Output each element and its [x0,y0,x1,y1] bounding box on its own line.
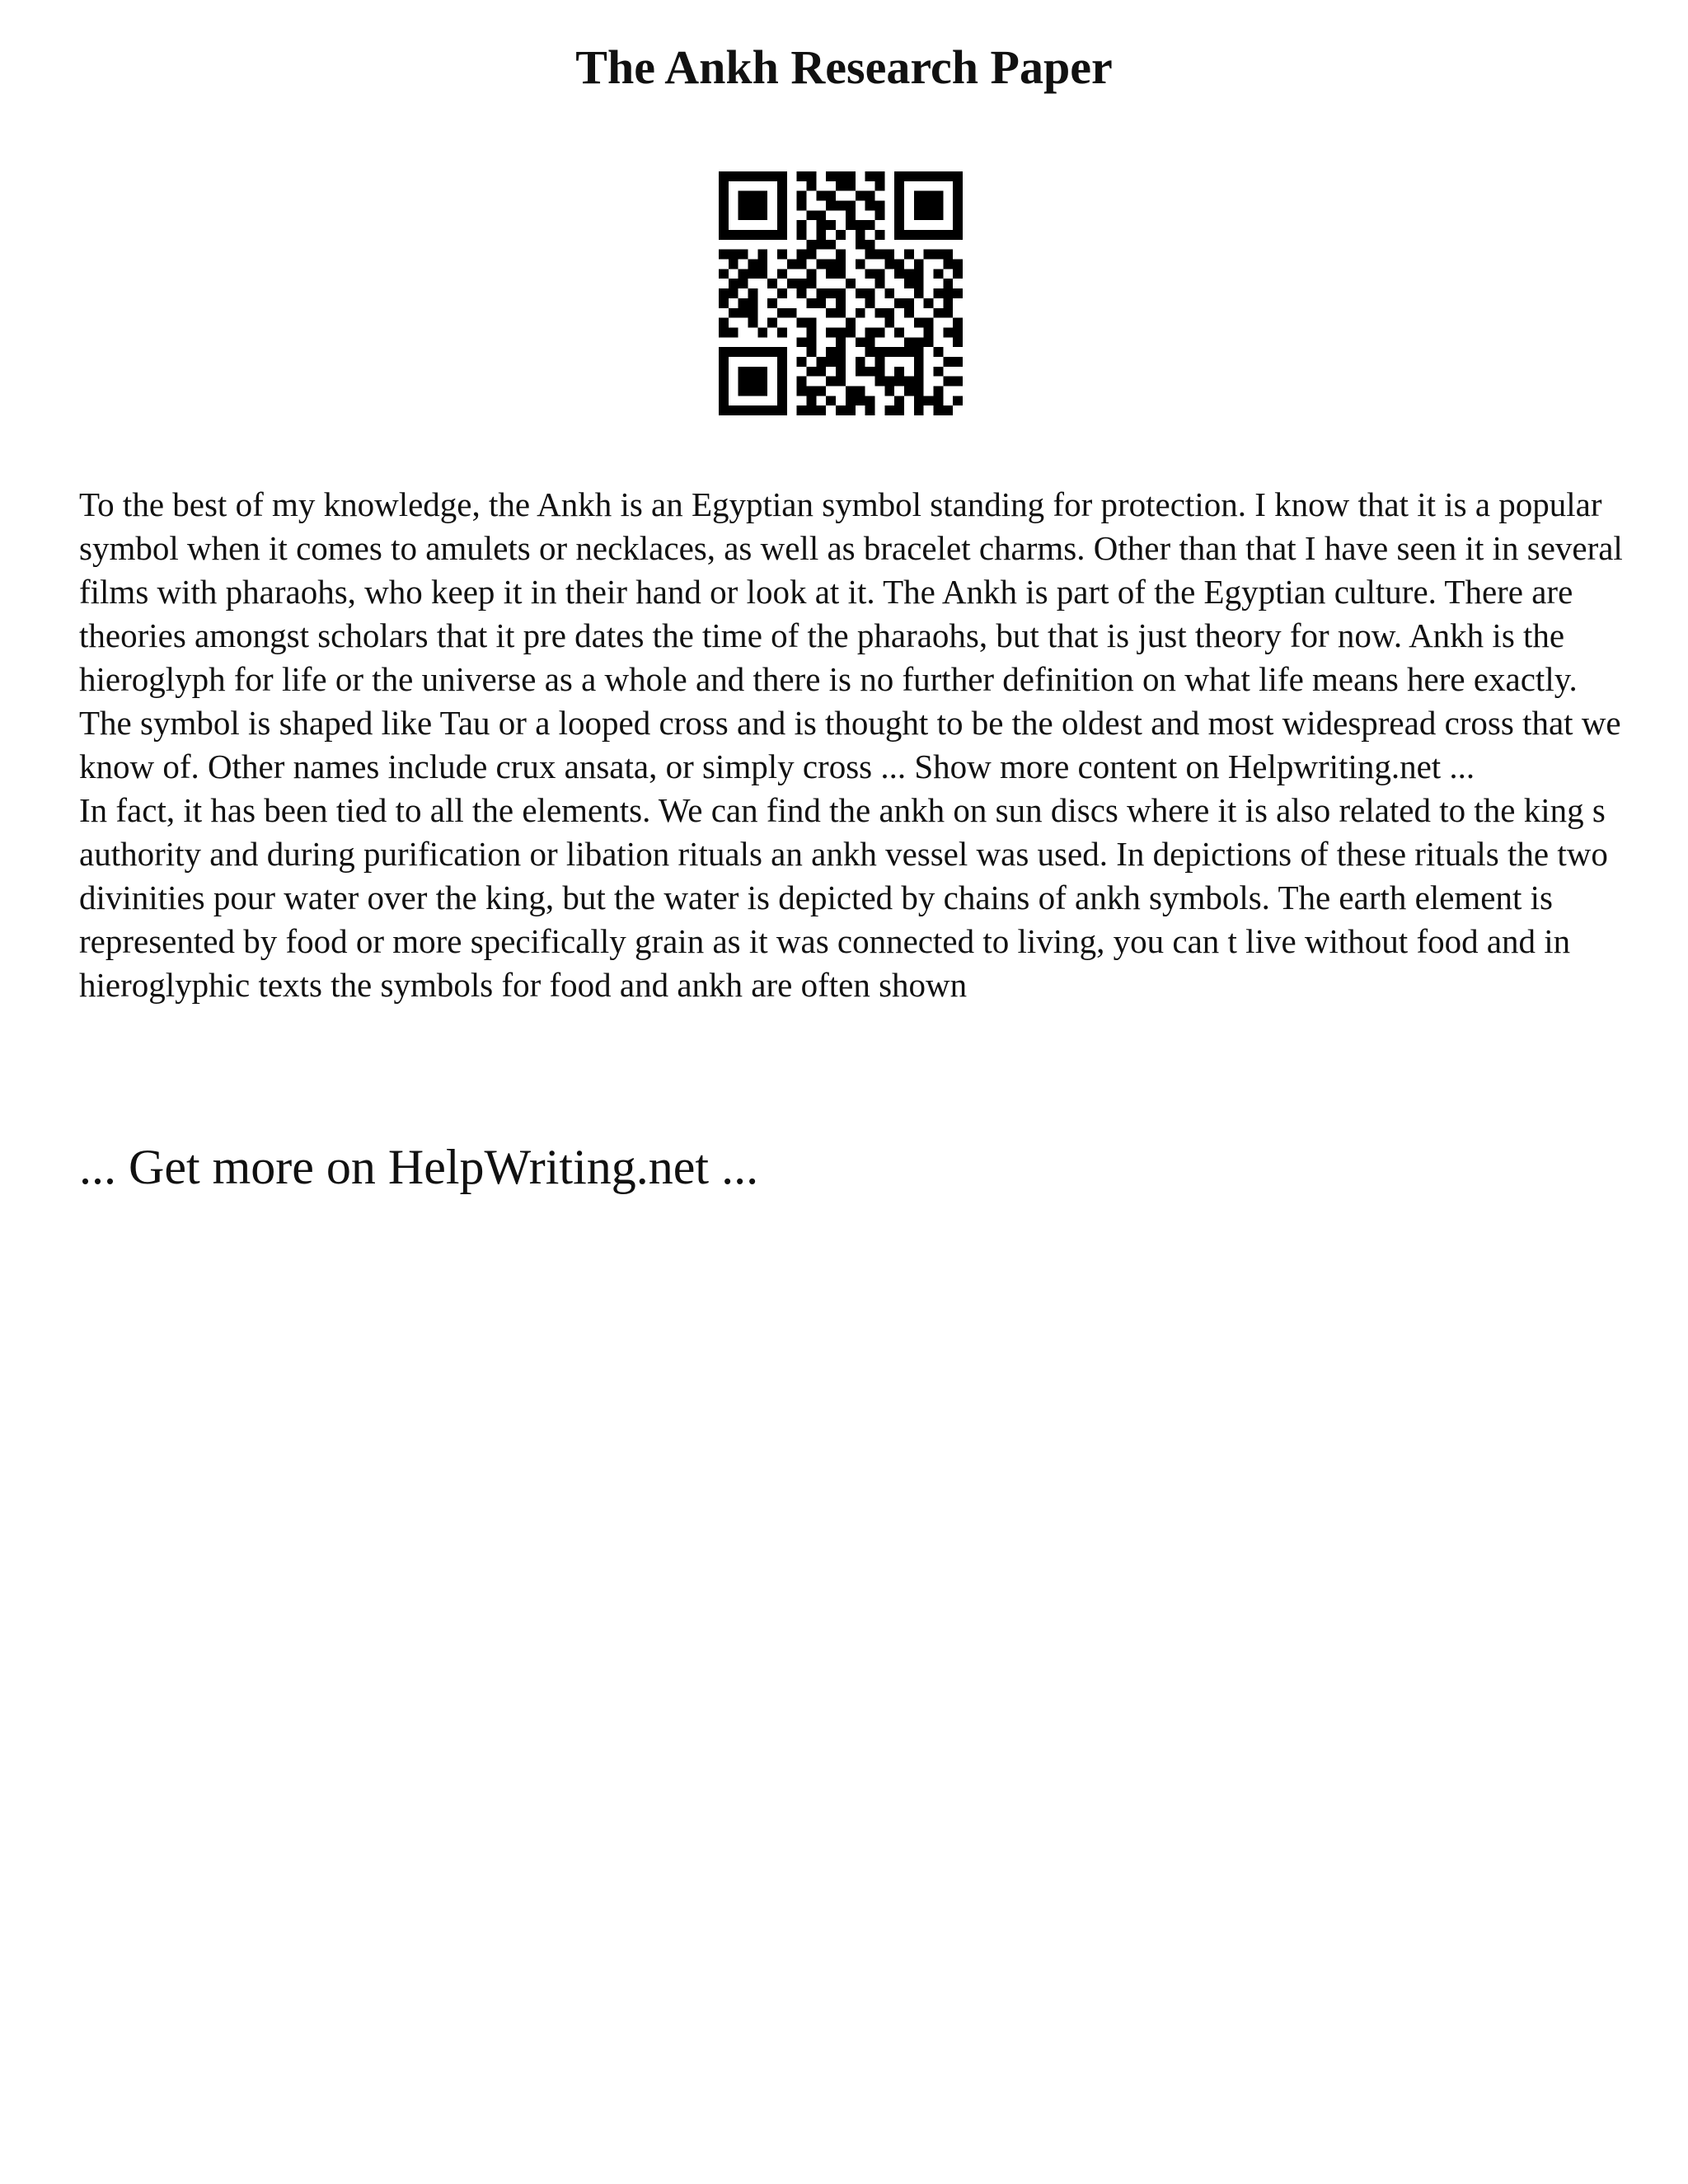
article-body [79,483,1629,1007]
page-title: The Ankh Research Paper [575,40,1113,94]
paragraph-elements: In fact, it has been tied to all the elements. We can find the ankh on sun discs where it is also related to the king s authority and during purification or libation rituals an ankh vessel was used. In depictions of these rituals the two divinities pour water over the king, but the water is depicted by chains of ankh symbols. The earth element is represented by food or more specifically grain as it was connected to living, you can t live without food and in hieroglyphic texts the symbols for food and ankh are often shown [79,791,1608,1004]
qr-code-icon [719,171,963,415]
paragraph-intro: To the best of my knowledge, the Ankh is an Egyptian symbol standing for protection. I know that it is a popular symbol when it comes to amulets or necklaces, as well as bracelet charms. Other than that I have seen it in several films with pharaohs, who keep it in their hand or look at it. The Ankh is part of the Egyptian culture. There are theories amongst scholars that it pre dates the time of the pharaohs, but that is just theory for now. Ankh is the hieroglyph for life or the universe as a whole and there is no further definition on what life means here exactly. The symbol is shaped like Tau or a looped cross and is thought to be the oldest and most widespread cross that we know of. Other names include crux ansata, or simply cross ... Show more content on Helpwriting.net ... [79,485,1623,785]
qr-code-graphic [719,171,963,415]
get-more-link[interactable]: ... Get more on HelpWriting.net ... [79,1140,759,1194]
